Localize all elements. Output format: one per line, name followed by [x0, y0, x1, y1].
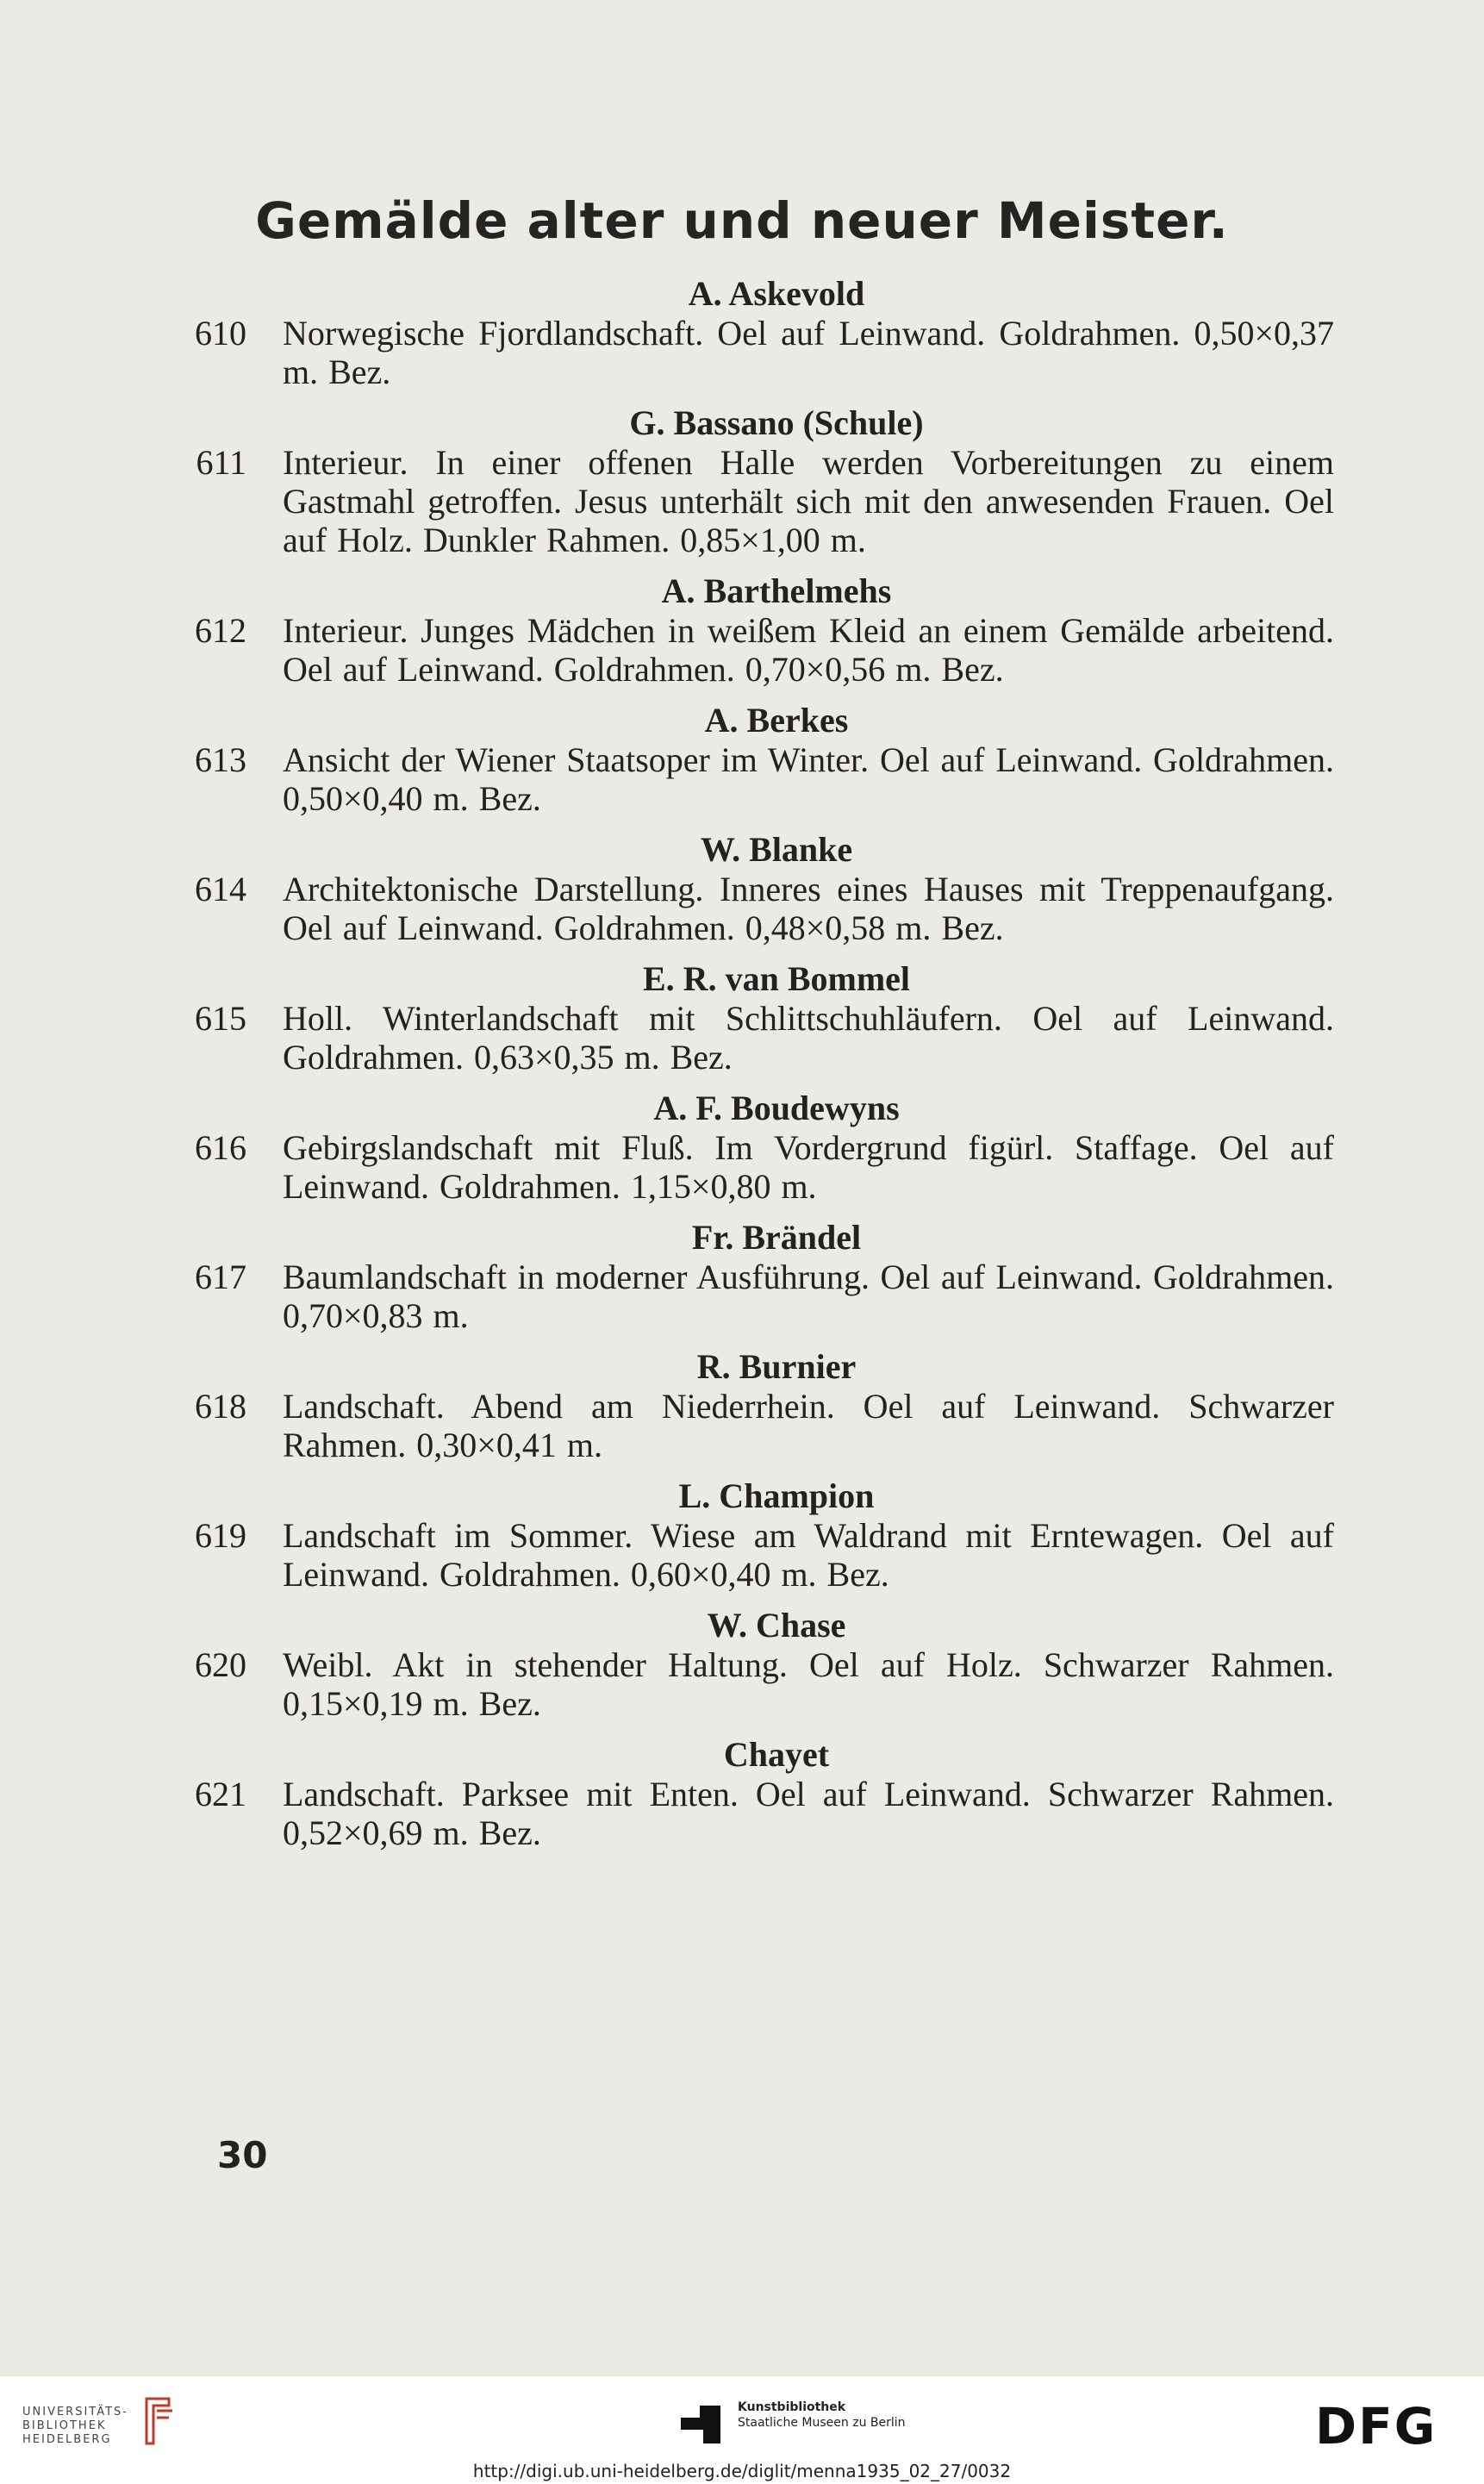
artist-name: A. Berkes	[704, 701, 849, 740]
lot-number: 619	[195, 1516, 246, 1555]
artist-name: A. Askevold	[688, 274, 865, 313]
artist-name: R. Burnier	[696, 1347, 857, 1386]
uni-line-2: BIBLIOTHEK	[22, 2419, 107, 2432]
artist-name: W. Blanke	[700, 830, 853, 869]
catalog-entry	[0, 403, 1484, 559]
catalog-entry	[0, 1347, 1484, 1464]
catalog-entry	[0, 830, 1484, 947]
artist-name: G. Bassano (Schule)	[629, 403, 924, 442]
catalog-entries	[0, 274, 1484, 1864]
kb-name: Kunstbibliothek	[738, 2400, 846, 2414]
artist-name: E. R. van Bommel	[643, 959, 910, 998]
lot-description: Landschaft. Parksee mit Enten. Oel auf Leinwand. Schwarzer Rahmen. 0,52×0,69 m. Bez.	[283, 1775, 1334, 1852]
lot-number: 621	[195, 1775, 246, 1813]
lot-description: Architektonische Darstellung. Inneres eines Hauses mit Treppenaufgang. Oel auf Leinwand. Goldrahmen. 0,48×0,58 m. Bez.	[283, 870, 1334, 947]
catalog-entry	[0, 274, 1484, 391]
lot-description: Gebirgslandschaft mit Fluß. Im Vordergrund figürl. Staffage. Oel auf Leinwand. Goldrahmen. 1,15×0,80 m.	[283, 1128, 1334, 1206]
catalog-entry	[0, 1476, 1484, 1594]
catalog-entry	[0, 1606, 1484, 1723]
lot-description: Baumlandschaft in moderner Ausführung. Oel auf Leinwand. Goldrahmen. 0,70×0,83 m.	[283, 1258, 1334, 1335]
lot-number: 618	[195, 1387, 246, 1426]
university-library-label	[22, 2406, 128, 2447]
catalog-entry	[0, 1089, 1484, 1206]
university-logo-icon	[134, 2395, 176, 2447]
lot-description: Landschaft im Sommer. Wiese am Waldrand mit Erntewagen. Oel auf Leinwand. Goldrahmen. 0,60×0,40 m. Bez.	[283, 1516, 1334, 1594]
uni-line-1: UNIVERSITÄTS-	[22, 2406, 128, 2418]
lot-description: Landschaft. Abend am Niederrhein. Oel auf Leinwand. Schwarzer Rahmen. 0,30×0,41 m.	[283, 1387, 1334, 1464]
catalog-entry	[0, 1218, 1484, 1335]
lot-description: Norwegische Fjordlandschaft. Oel auf Leinwand. Goldrahmen. 0,50×0,37 m. Bez.	[283, 314, 1334, 391]
catalog-entry	[0, 959, 1484, 1077]
permalink-url[interactable]: http://digi.ub.uni-heidelberg.de/diglit/menna1935_02_27/0032	[472, 2461, 1012, 2481]
lot-number: 614	[195, 870, 246, 908]
lot-number: 617	[195, 1258, 246, 1296]
artist-name: A. Barthelmehs	[661, 571, 892, 610]
lot-description: Ansicht der Wiener Staatsoper im Winter. Oel auf Leinwand. Goldrahmen. 0,50×0,40 m. Bez.	[283, 740, 1334, 818]
lot-number: 611	[196, 443, 246, 482]
lot-description: Interieur. In einer offenen Halle werden Vorbereitungen zu einem Gastmahl getroffen. Jesus unterhält sich mit den anwesenden Frauen. Oel auf Holz. Dunkler Rahmen. 0,85×1,00 m.	[283, 443, 1334, 559]
viewer-footer	[0, 2376, 1484, 2484]
dfg-logo: DFG	[1315, 2397, 1437, 2456]
catalog-entry	[0, 701, 1484, 818]
lot-description: Holl. Winterlandschaft mit Schlittschuhläufern. Oel auf Leinwand. Goldrahmen. 0,63×0,35 m. Bez.	[283, 999, 1334, 1077]
artist-name: A. F. Boudewyns	[653, 1089, 900, 1127]
lot-number: 612	[195, 611, 246, 650]
lot-number: 616	[195, 1128, 246, 1167]
artist-name: W. Chase	[707, 1606, 846, 1645]
kunstbibliothek-logo-icon	[677, 2400, 724, 2447]
artist-name: L. Champion	[678, 1476, 875, 1515]
catalog-entry	[0, 571, 1484, 689]
lot-number: 615	[195, 999, 246, 1038]
artist-name: Fr. Brändel	[691, 1218, 862, 1257]
catalog-entry	[0, 1735, 1484, 1852]
page-number: 30	[217, 2134, 268, 2176]
lot-number: 610	[195, 314, 246, 353]
lot-number: 620	[195, 1645, 246, 1684]
lot-description: Weibl. Akt in stehender Haltung. Oel auf Holz. Schwarzer Rahmen. 0,15×0,19 m. Bez.	[283, 1645, 1334, 1723]
lot-number: 613	[195, 740, 246, 779]
kb-subtitle: Staatliche Museen zu Berlin	[738, 2416, 906, 2430]
lot-description: Interieur. Junges Mädchen in weißem Kleid an einem Gemälde arbeitend. Oel auf Leinwand. Goldrahmen. 0,70×0,56 m. Bez.	[283, 611, 1334, 689]
kunstbibliothek-label	[738, 2400, 906, 2431]
artist-name: Chayet	[723, 1735, 830, 1774]
uni-line-3: HEIDELBERG	[22, 2433, 112, 2446]
page-heading: Gemälde alter und neuer Meister.	[255, 191, 1229, 250]
